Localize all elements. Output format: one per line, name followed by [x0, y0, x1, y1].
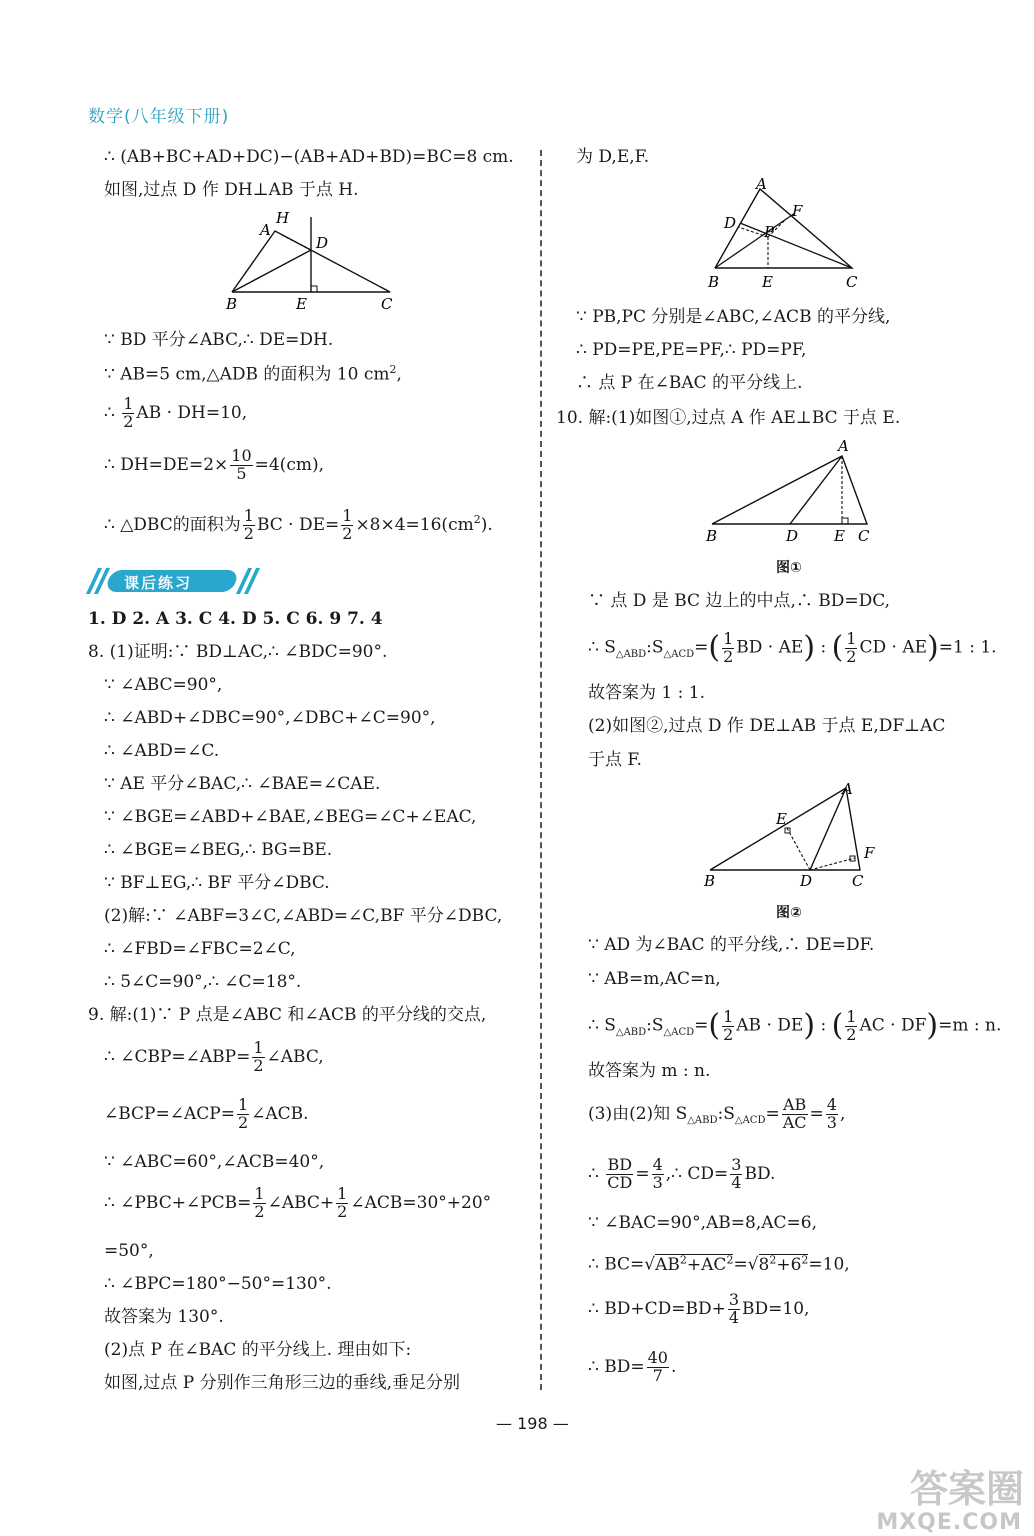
- q8-line-10: ∴ ∠FBD=∠FBC=2∠C,: [104, 939, 296, 959]
- right-line-2: ∵ PB,PC 分别是∠ABC,∠ACB 的平分线,: [576, 307, 891, 327]
- left-line-1: ∴ (AB+BC+AD+DC)−(AB+AD+BD)=BC=8 cm.: [104, 147, 514, 167]
- left-line-5: ∴ $\frac{1}{2}$ AB · DH=10,: [104, 394, 248, 431]
- watermark-url: MXQE.COM: [876, 1510, 1022, 1535]
- figure-1: [700, 436, 880, 548]
- fig1-label-a: A: [838, 437, 849, 455]
- q8-line-7: ∴ ∠BGE=∠BEG,∴ BG=BE.: [104, 840, 333, 860]
- q8-line-9: (2)解:∵ ∠ABF=3∠C,∠ABD=∠C,BF 平分∠DBC,: [104, 906, 503, 926]
- label-a: A: [260, 221, 271, 239]
- q9-line-9: (2)点 P 在∠BAC 的平分线上. 理由如下:: [104, 1340, 412, 1360]
- label-b2: B: [708, 273, 720, 291]
- right-line-10: ∵ AD 为∠BAC 的平分线,∴ DE=DF.: [588, 935, 875, 955]
- q9-line-8: 故答案为 130°.: [104, 1307, 224, 1327]
- label-b: B: [226, 295, 238, 313]
- right-line-15: ∴ $\frac{BD}{CD}$ = $\frac{4}{3}$ ,∴ CD= $\frac{3}{4}$ BD.: [588, 1155, 776, 1192]
- q8-line-4: ∴ ∠ABD=∠C.: [104, 741, 220, 761]
- fig2-label-e: E: [776, 810, 787, 828]
- answers-1-7: 1. D 2. A 3. C 4. D 5. C 6. 9 7. 4: [88, 609, 383, 629]
- figure-1-caption: 图①: [776, 560, 802, 576]
- q9-line-3: ∠BCP=∠ACP= $\frac{1}{2}$ ∠ACB.: [104, 1095, 309, 1132]
- right-line-13: 故答案为 m : n.: [588, 1061, 711, 1081]
- left-line-6: ∴ DH=DE=2× $\frac{10}{5}$ =4(cm),: [104, 446, 324, 483]
- fig1-label-d: D: [786, 527, 799, 545]
- page-number: — 198 —: [496, 1414, 569, 1433]
- right-line-9: 于点 F.: [588, 750, 642, 770]
- left-line-3: ∵ BD 平分∠ABC,∴ DE=DH.: [104, 330, 334, 350]
- q9-line-7: ∴ ∠BPC=180°−50°=130°.: [104, 1274, 332, 1294]
- right-line-5: ∵ 点 D 是 BC 边上的中点,∴ BD=DC,: [588, 591, 891, 611]
- label-e: E: [296, 295, 307, 313]
- q9-line-4: ∵ ∠ABC=60°,∠ACB=40°,: [104, 1152, 325, 1172]
- right-line-3: ∴ PD=PE,PE=PF,∴ PD=PF,: [576, 340, 807, 360]
- figure-triangle-abc-h: [220, 205, 410, 315]
- label-a2: A: [756, 175, 767, 193]
- section-title: 课后练习: [124, 574, 193, 592]
- q9-line-5: ∴ ∠PBC+∠PCB= $\frac{1}{2}$ ∠ABC+ $\frac{1}{2}$ ∠ACB=30°+20°: [104, 1184, 492, 1221]
- q8-line-6: ∵ ∠BGE=∠ABD+∠BAE,∠BEG=∠C+∠EAC,: [104, 807, 477, 827]
- right-line-18: ∴ BD+CD=BD+ $\frac{3}{4}$ BD=10,: [588, 1290, 810, 1327]
- q8-line-11: ∴ 5∠C=90°,∴ ∠C=18°.: [104, 972, 302, 992]
- left-line-7: ∴ △DBC的面积为 $\frac{1}{2}$ BC · DE= $\frac{1}{2}$ $\times 8\times 4=16(cm^2)$.: [104, 506, 493, 543]
- right-line-19: ∴ BD= $\frac{40}{7}$ .: [588, 1348, 677, 1385]
- q10-line-1: 10. 解:(1)如图①,过点 A 作 AE⊥BC 于点 E.: [556, 408, 901, 428]
- label-c: C: [381, 295, 393, 313]
- right-line-12: ∴ $S_{\triangle ABD}:S_{\triangle ACD}=$( $\frac{1}{2}$ AB · DE) : ( $\frac{1}{2}$ AC · DF)=m : n.: [588, 1006, 1002, 1044]
- watermark-logo: 答案圈: [909, 1467, 1024, 1511]
- figure-2: [700, 778, 880, 893]
- right-line-14: (3)由(2)知 $S_{\triangle ABD}:S_{\triangle ACD}=$ $\frac{AB}{AC}$ = $\frac{4}{3}$ ,: [588, 1095, 846, 1132]
- q9-line-6: =50°,: [104, 1241, 154, 1261]
- figure-triangle-p: [700, 175, 870, 295]
- label-f2: F: [792, 202, 803, 220]
- q8-line-8: ∵ BF⊥EG,∴ BF 平分∠DBC.: [104, 873, 330, 893]
- label-h: H: [276, 209, 290, 227]
- right-line-16: ∵ ∠BAC=90°,AB=8,AC=6,: [588, 1213, 818, 1233]
- label-d: D: [316, 234, 329, 252]
- label-d2: D: [724, 214, 737, 232]
- q9-line-2: ∴ ∠CBP=∠ABP= $\frac{1}{2}$ ∠ABC,: [104, 1038, 324, 1075]
- fig2-label-a: A: [842, 780, 853, 798]
- section-banner: [88, 566, 258, 596]
- q8-line-1: 8. (1)证明:∵ BD⊥AC,∴ ∠BDC=90°.: [88, 642, 388, 662]
- fig1-label-e: E: [834, 527, 845, 545]
- q9-line-10: 如图,过点 P 分别作三角形三边的垂线,垂足分别: [104, 1373, 461, 1393]
- right-line-4: ∴ 点 P 在∠BAC 的平分线上.: [576, 373, 803, 393]
- fig2-label-d: D: [800, 872, 813, 890]
- page-header: 数学(八年级下册): [88, 107, 230, 127]
- q8-line-2: ∵ ∠ABC=90°,: [104, 675, 223, 695]
- right-line-11: ∵ AB=m,AC=n,: [588, 969, 721, 989]
- fig2-label-c: C: [852, 872, 864, 890]
- fig1-label-b: B: [706, 527, 718, 545]
- q8-line-5: ∵ AE 平分∠BAC,∴ ∠BAE=∠CAE.: [104, 774, 381, 794]
- fig2-label-f: F: [864, 844, 875, 862]
- right-line-7: 故答案为 1 : 1.: [588, 683, 705, 703]
- q9-line-1: 9. 解:(1)∵ P 点是∠ABC 和∠ACB 的平分线的交点,: [88, 1005, 487, 1025]
- label-p2: P: [764, 223, 775, 241]
- fig2-label-b: B: [704, 872, 716, 890]
- right-line-6: ∴ $S_{\triangle ABD}:S_{\triangle ACD}=$( $\frac{1}{2}$ BD · AE) : ( $\frac{1}{2}$ CD · AE)=1 : 1.: [588, 628, 997, 666]
- label-c2: C: [846, 273, 858, 291]
- figure-2-caption: 图②: [776, 905, 802, 921]
- right-line-8: (2)如图②,过点 D 作 DE⊥AB 于点 E,DF⊥AC: [588, 716, 946, 736]
- right-line-17: ∴ $BC=√AB^2+AC^2=√8^2+6^2=10$,: [588, 1253, 850, 1275]
- left-line-4: ∵ AB=5 cm,△ADB 的面积为 10 $cm^2$,: [104, 363, 402, 385]
- fig1-label-c: C: [858, 527, 870, 545]
- column-divider: [540, 150, 542, 1390]
- right-line-1: 为 D,E,F.: [576, 147, 650, 167]
- label-e2: E: [762, 273, 773, 291]
- left-line-2: 如图,过点 D 作 DH⊥AB 于点 H.: [104, 180, 359, 200]
- q8-line-3: ∴ ∠ABD+∠DBC=90°,∠DBC+∠C=90°,: [104, 708, 436, 728]
